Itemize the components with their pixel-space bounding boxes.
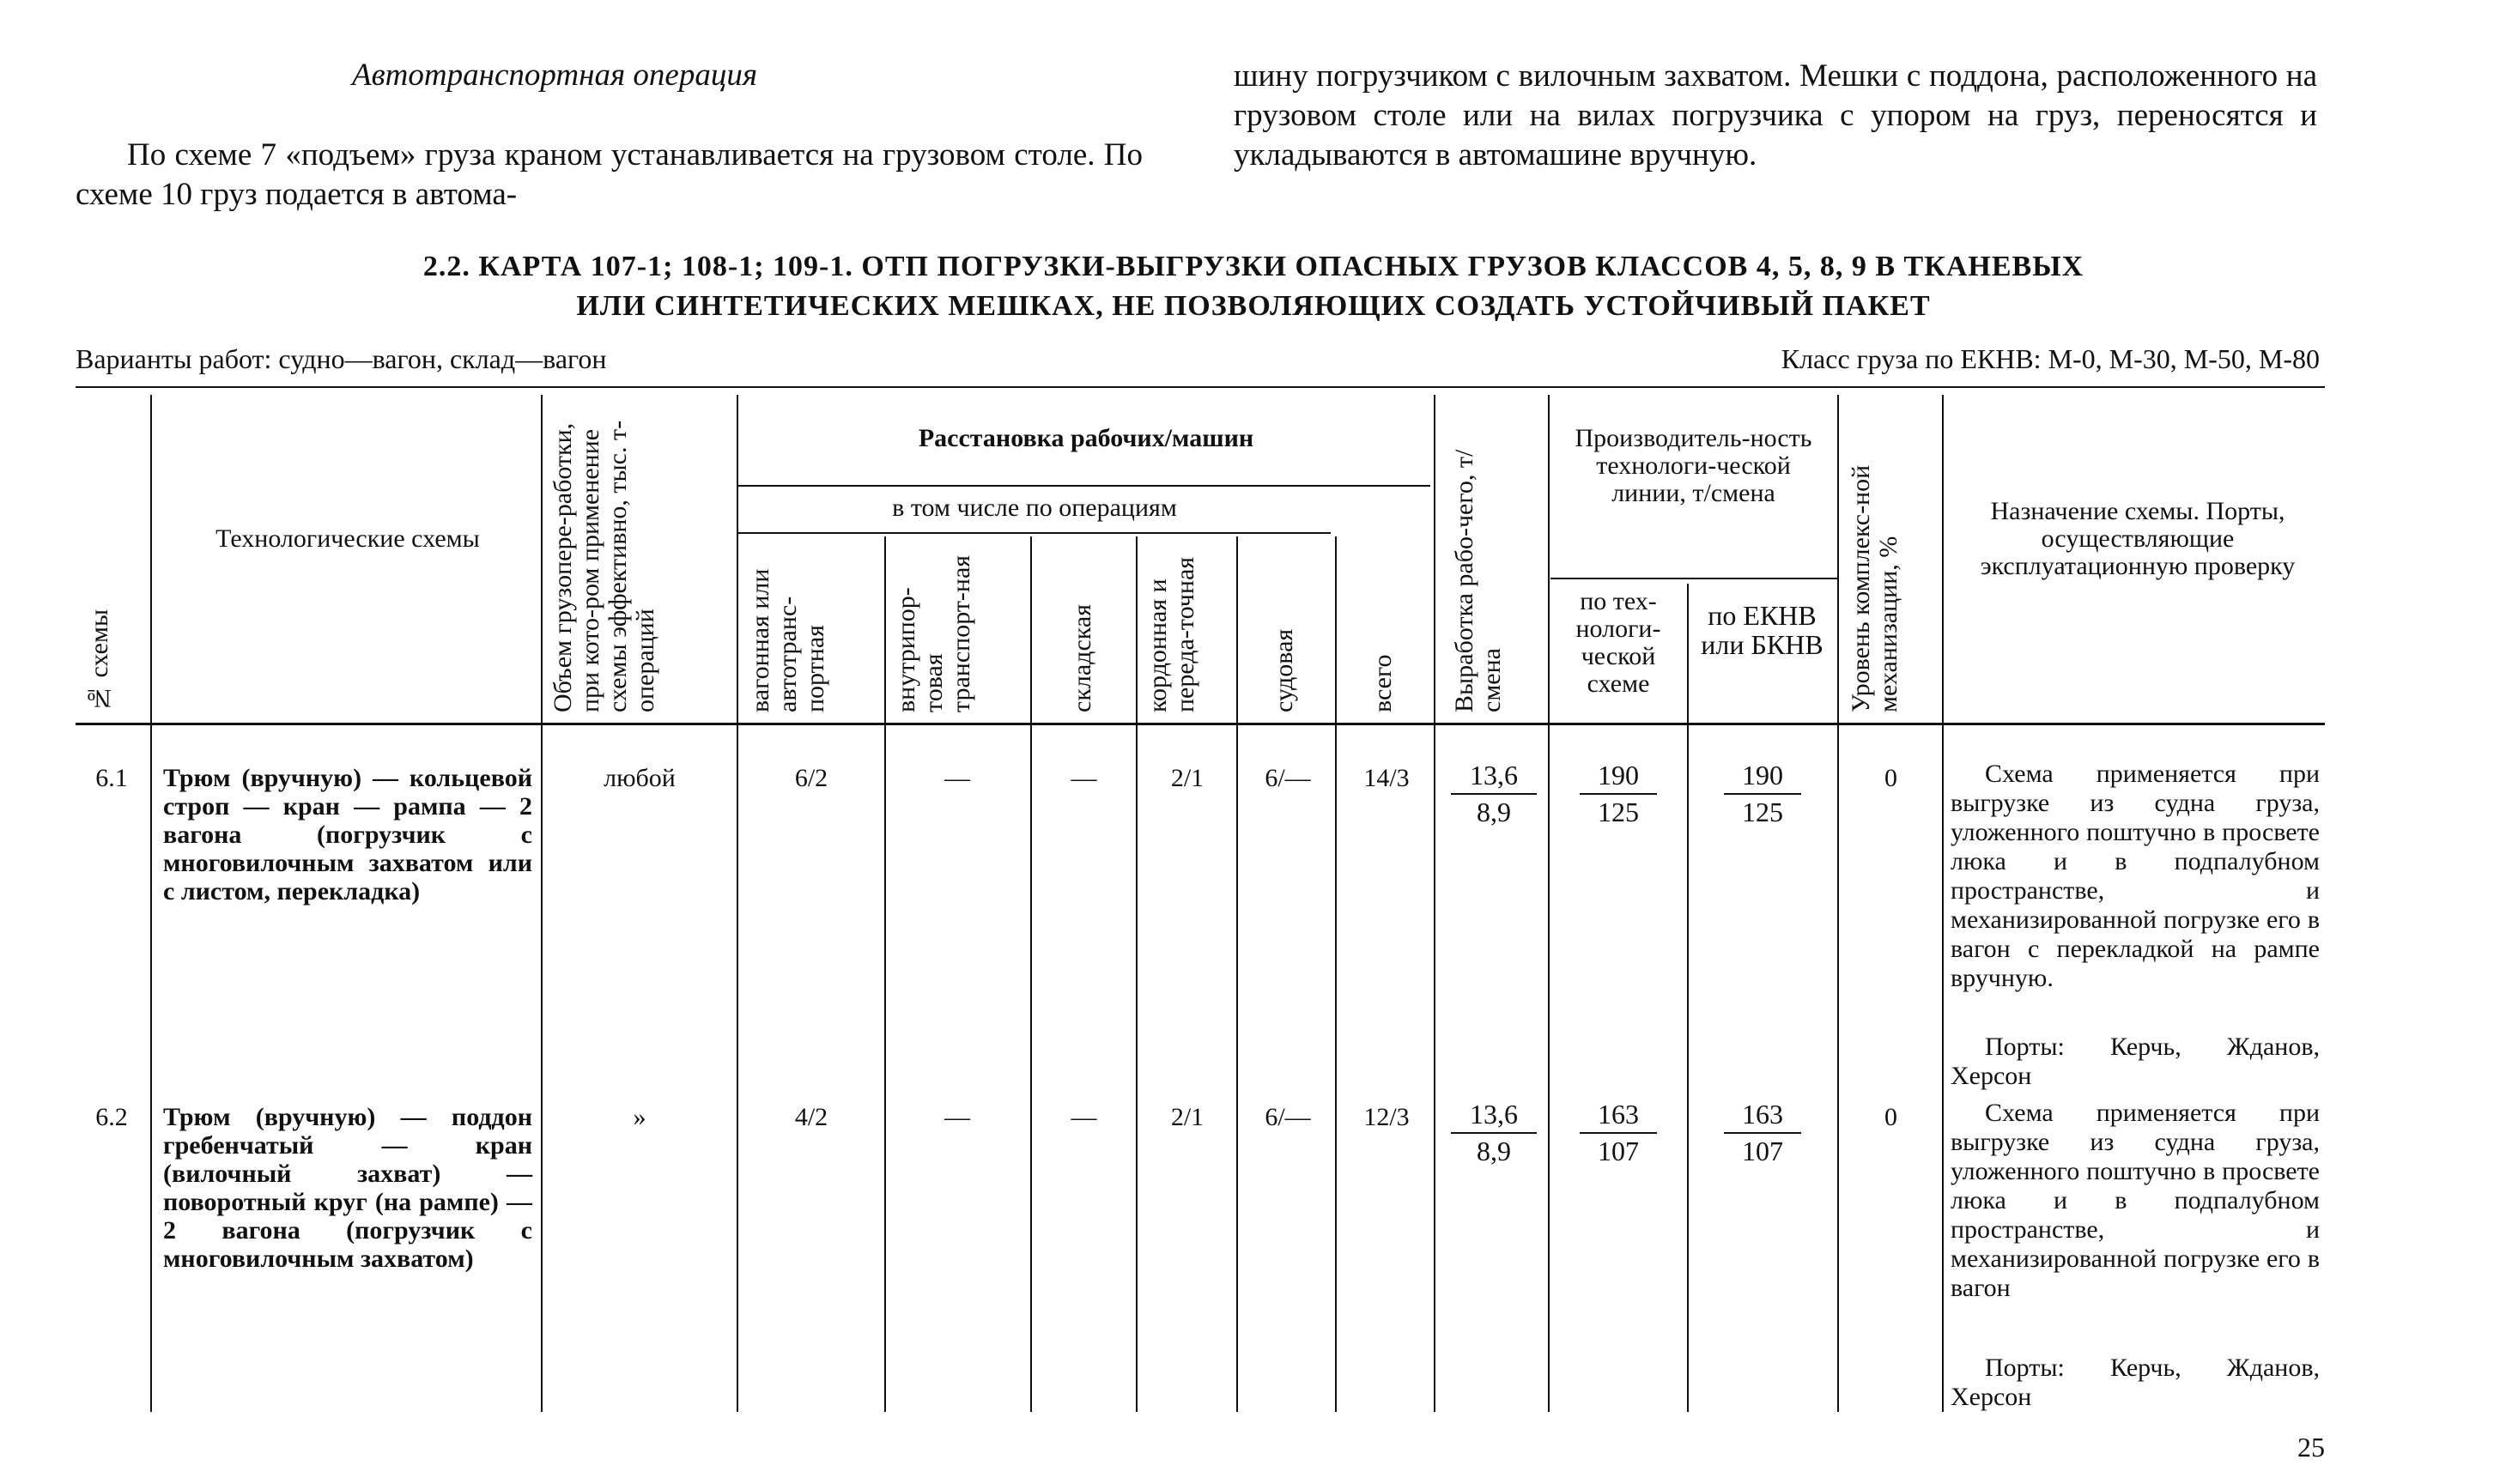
row-prod-eknv — [1724, 760, 1801, 828]
productivity-subrule — [1550, 578, 1837, 579]
col-divider — [1030, 536, 1032, 1412]
header-total: всего — [1368, 654, 1397, 712]
prod-eknv-numerator: 190 — [1724, 760, 1801, 795]
header-by-scheme: по тех-нологи-ческой схеме — [1575, 587, 1661, 698]
col-divider — [1136, 536, 1138, 1412]
header-purpose: Назначение схемы. Порты, осуществляющие эксплуатационную проверку — [1980, 497, 2296, 580]
prod-scheme-numerator: 163 — [1580, 1099, 1657, 1134]
header-ship: судовая — [1270, 628, 1298, 712]
placement-subrule — [738, 485, 1430, 487]
page-number: 25 — [2297, 1432, 2325, 1463]
header-placement: Расстановка рабочих/машин — [918, 424, 1254, 452]
row-ship: 6/— — [1265, 1103, 1311, 1131]
table-top-rule — [76, 386, 2325, 388]
row-internal: — — [944, 1103, 970, 1131]
header-scheme-no: № схемы — [85, 609, 113, 712]
header-tech-schemes: Технологические схемы — [215, 524, 480, 553]
col-divider — [1687, 584, 1689, 1412]
header-productivity: Производитель-ность технологи-ческой линии, т/смена — [1575, 424, 1812, 507]
col-divider — [1942, 395, 1944, 1412]
col-divider — [1434, 395, 1435, 1412]
row-tech-scheme: Трюм (вручную) — кольцевой строп — кран — рампа — 2 вагона (погрузчик с многовилочным захватом или с листом, перекладка) — [163, 764, 532, 906]
row-ports: Порты: Керчь, Жданов, Херсон — [1951, 1033, 2320, 1090]
row-purpose: Схема применяется при выгрузке из судна груза, уложенного поштучно в просвете люка и в подпалубном пространстве, и механизированной погрузке его в вагон с перекладкой на рампе вручную. — [1951, 760, 2320, 992]
row-total: 14/3 — [1363, 764, 1410, 792]
row-output — [1451, 760, 1537, 828]
table-header-rule — [76, 723, 2325, 725]
row-volume: любой — [604, 764, 676, 792]
row-warehouse: — — [1071, 764, 1097, 792]
row-output — [1451, 1099, 1537, 1167]
col-divider — [150, 395, 152, 1412]
col-divider — [737, 395, 738, 1412]
row-tech-scheme: Трюм (вручную) — поддон гребенчатый — кран (вилочный захват) — поворотный круг (на рампе) — 2 вагона (погрузчик с многовилочным захватом) — [163, 1103, 532, 1273]
section-title: Автотранспортная операция — [352, 58, 758, 93]
output-denominator: 8,9 — [1477, 1136, 1511, 1166]
col-divider — [1236, 536, 1238, 1412]
row-mechanization: 0 — [1884, 1103, 1897, 1131]
col-divider — [1837, 395, 1839, 1412]
header-cordon: кордонная и переда-точная — [1144, 556, 1199, 712]
row-purpose: Схема применяется при выгрузке из судна груза, уложенного поштучно в просвете люка и в подпалубном пространстве, и механизированной погрузке его в вагон — [1951, 1099, 2320, 1302]
output-numerator: 13,6 — [1451, 1099, 1537, 1134]
header-output: Выработка рабо-чего, т/смена — [1450, 449, 1506, 712]
row-internal: — — [944, 764, 970, 792]
prod-scheme-denominator: 107 — [1598, 1136, 1639, 1166]
row-ship: 6/— — [1265, 764, 1311, 792]
cargo-class: Класс груза по ЕКНВ: М-0, М-30, М-50, М-80 — [1781, 343, 2320, 374]
header-mechanization: Уровень комплекс-ной механизации, % — [1847, 464, 1902, 712]
output-denominator: 8,9 — [1477, 797, 1511, 827]
row-scheme-no: 6.1 — [95, 764, 128, 792]
operations-subrule — [738, 532, 1331, 534]
intro-left-paragraph: По схеме 7 «подъем» груза краном устанавливается на грузовом столе. По схеме 10 груз подается в автома- — [76, 137, 1143, 212]
row-wagon: 6/2 — [794, 764, 828, 792]
col-divider — [884, 536, 886, 1412]
row-total: 12/3 — [1363, 1103, 1410, 1131]
col-divider — [1548, 395, 1550, 1412]
row-prod-scheme — [1580, 760, 1657, 828]
output-numerator: 13,6 — [1451, 760, 1537, 795]
row-scheme-no: 6.2 — [95, 1103, 128, 1131]
row-cordon: 2/1 — [1170, 764, 1204, 792]
header-by-eknv: по ЕКНВ или БКНВ — [1701, 600, 1823, 660]
col-divider — [1335, 536, 1337, 1412]
prod-eknv-denominator: 107 — [1742, 1136, 1783, 1166]
card-heading-line1: 2.2. КАРТА 107-1; 108-1; 109-1. ОТП ПОГРУЗКИ-ВЫГРУЗКИ ОПАСНЫХ ГРУЗОВ КЛАССОВ 4, 5, 8, 9 В ТКАНЕВЫХ — [422, 251, 2084, 282]
header-warehouse: складская — [1068, 604, 1096, 712]
prod-eknv-numerator: 163 — [1724, 1099, 1801, 1134]
prod-scheme-numerator: 190 — [1580, 760, 1657, 795]
header-internal: внутрипор-товая транспорт-ная — [892, 554, 975, 712]
row-prod-eknv — [1724, 1099, 1801, 1167]
col-divider — [541, 395, 543, 1412]
header-wagon: вагонная или автотранс-портная — [746, 568, 829, 712]
row-warehouse: — — [1071, 1103, 1097, 1131]
row-mechanization: 0 — [1884, 764, 1897, 792]
work-variants: Варианты работ: судно—вагон, склад—вагон — [76, 343, 607, 374]
row-wagon: 4/2 — [794, 1103, 828, 1131]
row-ports: Порты: Керчь, Жданов, Херсон — [1951, 1354, 2320, 1411]
header-volume: Объем грузопере-работки, при кото-ром применение схемы эффективно, тыс. т-операций — [549, 420, 659, 712]
prod-scheme-denominator: 125 — [1598, 797, 1639, 827]
row-volume: » — [633, 1103, 646, 1131]
card-heading-line2: ИЛИ СИНТЕТИЧЕСКИХ МЕШКАХ, НЕ ПОЗВОЛЯЮЩИХ СОЗДАТЬ УСТОЙЧИВЫЙ ПАКЕТ — [576, 290, 1931, 322]
row-prod-scheme — [1580, 1099, 1657, 1167]
prod-eknv-denominator: 125 — [1742, 797, 1783, 827]
intro-right-paragraph: шину погрузчиком с вилочным захватом. Мешки с поддона, расположенного на грузовом столе или на вилах погрузчика с упором на груз, переносятся и укладываются в автомашине вручную. — [1234, 58, 2317, 173]
row-cordon: 2/1 — [1170, 1103, 1204, 1131]
header-by-operations: в том числе по операциям — [892, 494, 1177, 522]
